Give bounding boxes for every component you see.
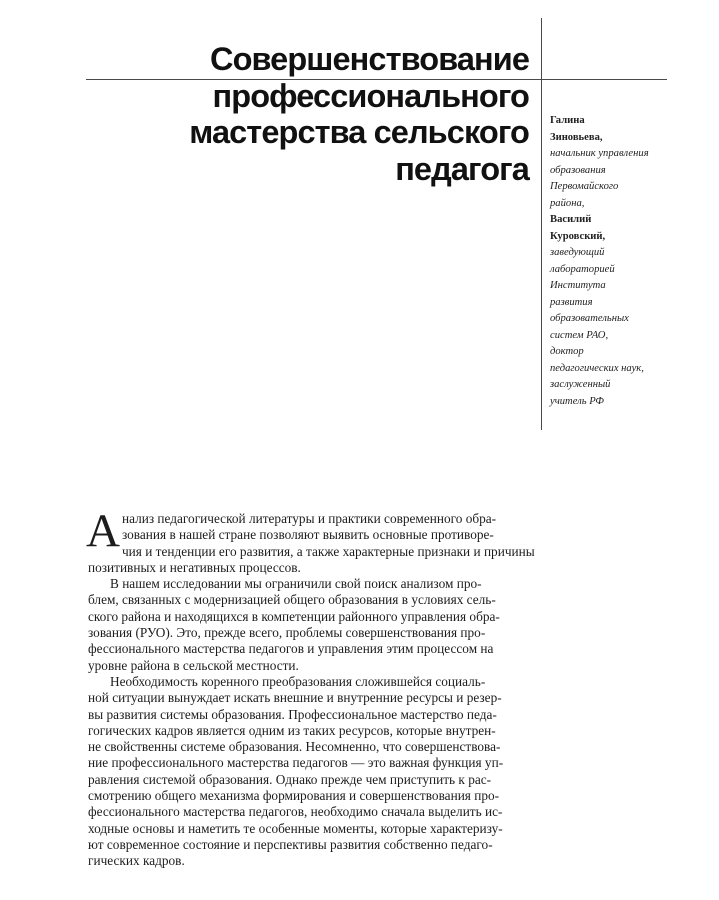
- title-line: педагога: [395, 150, 529, 187]
- author-position: учитель РФ: [550, 395, 604, 407]
- body-paragraph: [88, 674, 600, 870]
- author-position: образования: [550, 164, 606, 176]
- text-line: В нашем исследовании мы ограничили свой поиск анализом про-: [110, 576, 482, 592]
- text-line: блем, связанных с модернизацией общего образования в условиях сель-: [88, 592, 496, 608]
- text-line: чия и тенденции его развития, а также характерные признаки и причины: [121, 543, 535, 559]
- author-position: начальник управления: [550, 148, 649, 159]
- author-position: педагогических наук,: [550, 362, 644, 374]
- body-paragraph: [86, 505, 600, 576]
- text-line: смотрению общего механизма формирования и совершенствования про-: [88, 788, 500, 804]
- header-vertical-rule: [541, 18, 542, 430]
- author-position: развития: [550, 296, 593, 308]
- text-line: вы развития системы образования. Профессиональное мастерство педа-: [88, 706, 497, 722]
- text-line: гогических кадров является одним из таких ресурсов, которые внутрен-: [88, 722, 496, 738]
- article-title: [89, 41, 529, 187]
- author-name: Василий: [550, 214, 592, 225]
- text-line: ского района и находящихся в компетенции районного управления обра-: [88, 608, 500, 624]
- author-position: лабораторией: [550, 263, 615, 275]
- text-line: ние профессионального мастерства педагогов — это важная функция уп-: [88, 755, 504, 771]
- text-line: Необходимость коренного преобразования сложившейся социаль-: [110, 673, 486, 689]
- text-line: ходные основы и наметить те особенные моменты, которые характеризу-: [88, 820, 503, 836]
- text-line: ной ситуации вынуждает искать внешние и внутренние ресурсы и резер-: [88, 690, 502, 706]
- author-name: Зиновьева,: [550, 131, 603, 143]
- title-line: Совершенствование: [210, 41, 529, 77]
- text-line: фессионального мастерства педагогов и управления этим процессом на: [88, 641, 494, 657]
- author-byline: [550, 113, 710, 410]
- text-line: равления системой образования. Однако прежде чем приступить к рас-: [88, 771, 492, 787]
- text-line: зования (РУО). Это, прежде всего, проблемы совершенствования про-: [88, 625, 486, 641]
- author-position: заслуженный: [550, 379, 611, 390]
- body-paragraph: [88, 576, 600, 674]
- author-position: района,: [550, 197, 585, 209]
- text-line: ют современное состояние и перспективы развития собственно педаго-: [88, 836, 493, 852]
- author-position: систем РАО,: [550, 329, 609, 341]
- text-line: зования в нашей стране позволяют выявить основные противоре-: [121, 527, 494, 543]
- text-line: гических кадров.: [88, 853, 185, 869]
- title-line: мастерства сельского: [189, 114, 529, 150]
- author-position: Института: [550, 280, 606, 291]
- author-name: Куровский,: [550, 230, 606, 242]
- text-line: позитивных и негативных процессов.: [88, 559, 301, 575]
- text-line: фессионального мастерства педагогов, необходимо сначала выделить ис-: [88, 804, 503, 820]
- text-line: не свойственны системе образования. Несомненно, что совершенствова-: [88, 739, 501, 755]
- article-body: [86, 505, 600, 870]
- text-line: нализ педагогической литературы и практики современного обра-: [121, 511, 497, 526]
- author-position: образовательных: [550, 313, 629, 324]
- title-line: профессионального: [212, 77, 529, 114]
- drop-cap: А: [86, 505, 120, 557]
- text-line: уровне района в сельской местности.: [88, 657, 299, 673]
- author-name: Галина: [550, 115, 585, 126]
- author-position: Первомайского: [550, 181, 619, 192]
- author-position: заведующий: [550, 247, 605, 258]
- author-position: доктор: [550, 346, 584, 357]
